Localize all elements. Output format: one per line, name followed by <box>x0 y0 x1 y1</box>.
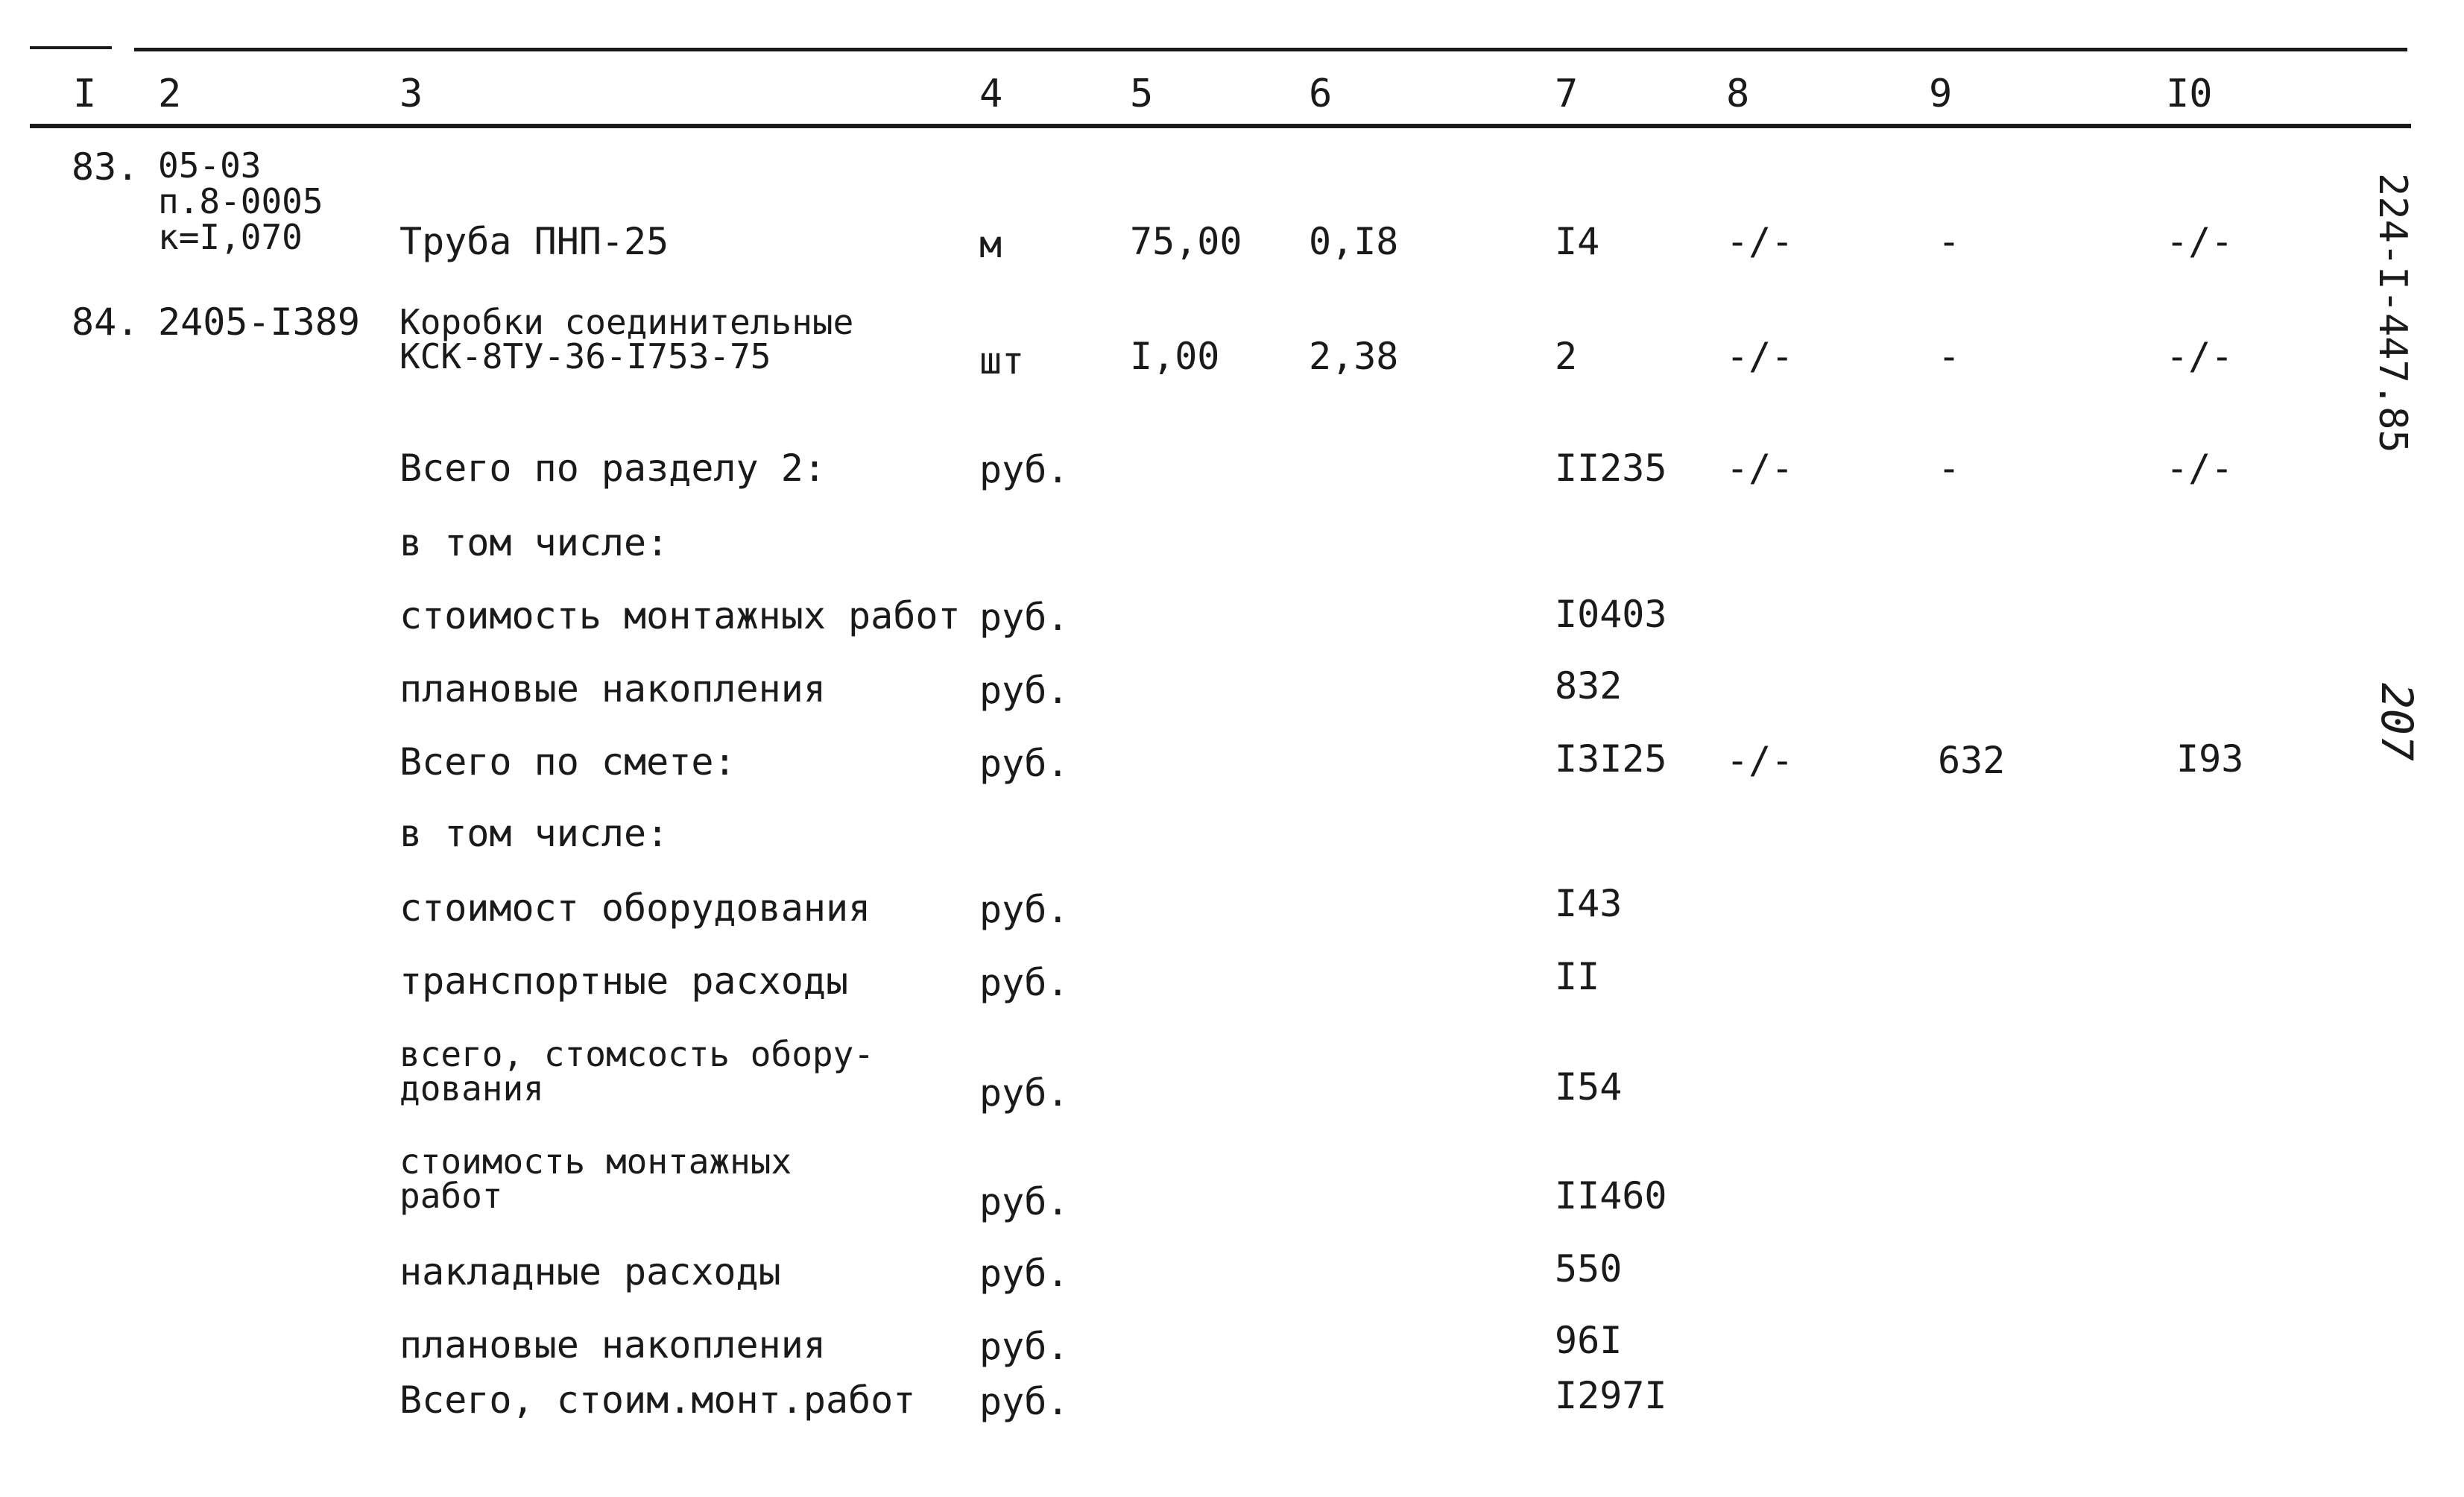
row-number: 84. <box>72 300 139 344</box>
column-header-3: 3 <box>399 72 423 116</box>
summary-label: плановые накопления <box>399 1323 826 1367</box>
summary-label: Всего по смете: <box>399 740 736 784</box>
summary-total: II <box>1555 955 1600 998</box>
row-col9: - <box>1938 335 1961 378</box>
summary-unit: руб. <box>979 1180 1070 1223</box>
top-rule-dash <box>30 46 112 49</box>
summary-unit: руб. <box>979 1380 1070 1423</box>
summary-total: II460 <box>1555 1174 1667 1217</box>
row-code-line-3: к=I,070 <box>158 217 303 257</box>
summary-col9: 632 <box>1938 739 2006 782</box>
summary-unit: руб. <box>979 596 1070 639</box>
column-header-10: I0 <box>2166 72 2213 116</box>
summary-unit: руб. <box>979 742 1070 785</box>
summary-unit: руб. <box>979 888 1070 931</box>
summary-total: I0403 <box>1555 593 1667 636</box>
row-qty: 75,00 <box>1130 220 1242 263</box>
column-header-2: 2 <box>158 72 182 116</box>
summary-unit: руб. <box>979 1325 1070 1368</box>
summary-col10: I93 <box>2176 737 2244 781</box>
row-total: I4 <box>1555 220 1600 263</box>
summary-label-line-1: стоимость монтажных <box>399 1141 792 1182</box>
row-name-line-2: КСК-8ТУ-36-I753-75 <box>399 336 771 376</box>
summary-total: 96I <box>1555 1319 1623 1362</box>
summary-label: плановые накопления <box>399 667 826 710</box>
summary-total: 550 <box>1555 1247 1623 1290</box>
row-unit: шт <box>979 339 1025 382</box>
column-header-8: 8 <box>1726 72 1750 116</box>
row-price: 0,I8 <box>1309 220 1399 263</box>
summary-label-line-2: работ <box>399 1176 503 1216</box>
row-col8: -/- <box>1726 220 1794 263</box>
summary-total: I43 <box>1555 882 1623 925</box>
row-name: Труба ПНП-25 <box>399 220 669 263</box>
row-number: 83. <box>72 145 139 189</box>
document-code: 224-I-447.85 <box>2370 173 2415 453</box>
summary-total: I54 <box>1555 1065 1623 1109</box>
column-header-7: 7 <box>1555 72 1579 116</box>
summary-col10: -/- <box>2166 447 2234 490</box>
summary-label: в том числе: <box>399 521 669 564</box>
column-header-5: 5 <box>1130 72 1154 116</box>
row-code-line-2: п.8-0005 <box>158 181 323 221</box>
row-code-line-1: 2405-I389 <box>158 300 360 344</box>
summary-total: II235 <box>1555 447 1667 490</box>
row-name-line-1: Коробки соединительные <box>399 302 854 342</box>
column-header-1: I <box>73 72 97 116</box>
summary-label-line-2: дования <box>399 1068 544 1109</box>
summary-unit: руб. <box>979 961 1070 1004</box>
summary-label-line-1: всего, стомсость обору- <box>399 1034 874 1074</box>
column-header-4: 4 <box>979 72 1003 116</box>
summary-label: Всего по разделу 2: <box>399 447 826 490</box>
page-number: 207 <box>2372 683 2422 761</box>
header-underline <box>30 124 2411 128</box>
row-unit: м <box>979 223 1002 266</box>
row-code-line-1: 05-03 <box>158 145 262 186</box>
column-header-9: 9 <box>1929 72 1953 116</box>
summary-label: Всего, стоим.монт.работ <box>399 1378 916 1422</box>
summary-label: транспортные расходы <box>399 959 849 1003</box>
row-col10: -/- <box>2166 220 2234 263</box>
column-header-6: 6 <box>1309 72 1333 116</box>
summary-unit: руб. <box>979 448 1070 491</box>
row-qty: I,00 <box>1130 335 1220 378</box>
summary-total: I3I25 <box>1555 737 1667 781</box>
row-col8: -/- <box>1726 335 1794 378</box>
summary-unit: руб. <box>979 669 1070 712</box>
top-rule <box>134 48 2407 51</box>
row-col9: - <box>1938 220 1961 263</box>
summary-col9: - <box>1938 447 1961 490</box>
summary-unit: руб. <box>979 1252 1070 1295</box>
summary-label: стоимост оборудования <box>399 886 871 930</box>
row-price: 2,38 <box>1309 335 1399 378</box>
summary-total: I297I <box>1555 1374 1667 1417</box>
summary-total: 832 <box>1555 664 1623 707</box>
summary-label: стоимость монтажных работ <box>399 594 961 637</box>
summary-col8: -/- <box>1726 447 1794 490</box>
summary-label: накладные расходы <box>399 1250 781 1293</box>
row-total: 2 <box>1555 335 1578 378</box>
summary-unit: руб. <box>979 1071 1070 1115</box>
row-col10: -/- <box>2166 335 2234 378</box>
summary-col8: -/- <box>1726 739 1794 782</box>
summary-label: в том числе: <box>399 812 669 855</box>
